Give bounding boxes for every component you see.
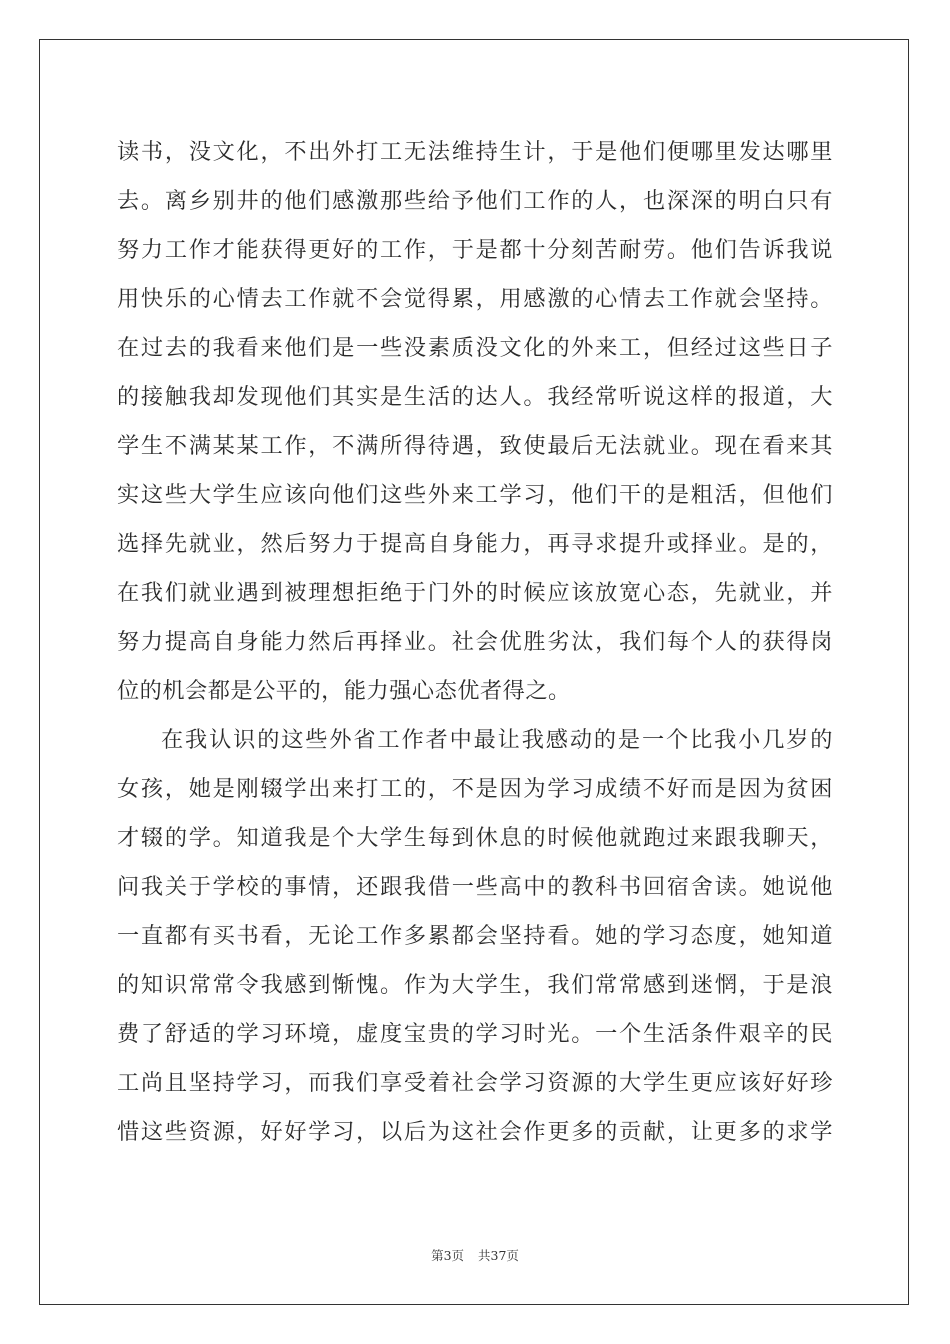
text-line: 去。离乡别井的他们感激那些给予他们工作的人，也深深的明白只有	[117, 188, 833, 214]
text-line: 在我们就业遇到被理想拒绝于门外的时候应该放宽心态，先就业，并	[117, 580, 833, 606]
text-line: 惜这些资源，好好学习，以后为这社会作更多的贡献，让更多的求学	[117, 1119, 833, 1145]
text-line: 努力提高自身能力然后再择业。社会优胜劣汰，我们每个人的获得岗	[117, 629, 833, 655]
text-line-paragraph-start: 在我认识的这些外省工作者中最让我感动的是一个比我小几岁的	[161, 727, 833, 753]
text-line-paragraph-end: 位的机会都是公平的，能力强心态优者得之。	[117, 678, 571, 704]
text-line: 用快乐的心情去工作就不会觉得累，用感激的心情去工作就会坚持。	[117, 286, 833, 312]
page-number-total: 共37页	[478, 1248, 519, 1263]
text-line: 的知识常常令我感到惭愧。作为大学生，我们常常感到迷惘，于是浪	[117, 972, 833, 998]
text-line: 选择先就业，然后努力于提高自身能力，再寻求提升或择业。是的，	[117, 531, 833, 557]
page-footer	[0, 1246, 950, 1264]
text-line: 问我关于学校的事情，还跟我借一些高中的教科书回宿舍读。她说他	[117, 874, 833, 900]
text-line: 工尚且坚持学习，而我们享受着社会学习资源的大学生更应该好好珍	[117, 1070, 833, 1096]
text-line: 费了舒适的学习环境，虚度宝贵的学习时光。一个生活条件艰辛的民	[117, 1021, 833, 1047]
text-line: 的接触我却发现他们其实是生活的达人。我经常听说这样的报道，大	[117, 384, 833, 410]
text-line: 一直都有买书看，无论工作多累都会坚持看。她的学习态度，她知道	[117, 923, 833, 949]
text-line: 学生不满某某工作，不满所得待遇，致使最后无法就业。现在看来其	[117, 433, 833, 459]
text-line: 读书，没文化，不出外打工无法维持生计，于是他们便哪里发达哪里	[117, 139, 833, 165]
document-body	[117, 128, 833, 1157]
text-line: 女孩，她是刚辍学出来打工的，不是因为学习成绩不好而是因为贫困	[117, 776, 833, 802]
text-line: 在过去的我看来他们是一些没素质没文化的外来工，但经过这些日子	[117, 335, 833, 361]
text-line: 实这些大学生应该向他们这些外来工学习，他们干的是粗活，但他们	[117, 482, 833, 508]
text-line: 努力工作才能获得更好的工作，于是都十分刻苦耐劳。他们告诉我说	[117, 237, 833, 263]
text-line: 才辍的学。知道我是个大学生每到休息的时候他就跑过来跟我聊天，	[117, 825, 833, 851]
page-number-current: 第3页	[431, 1248, 465, 1263]
